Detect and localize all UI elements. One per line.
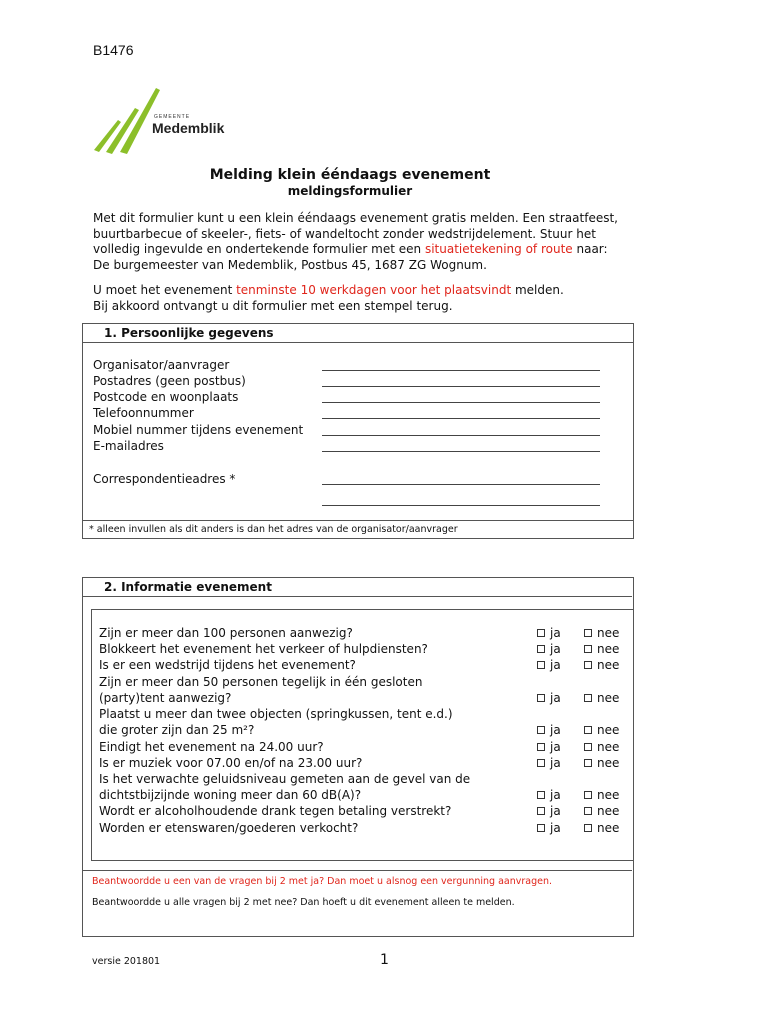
intro-line-4: De burgemeester van Medemblik, Postbus 45, 1687 ZG Wognum. [93,257,487,272]
field-label-correspondence: Correspondentieadres * [93,472,236,486]
checkbox-icon [537,791,545,799]
q6-no-checkbox[interactable] [584,740,619,754]
deadline-text: U moet het evenement [93,283,237,297]
q6-yes-checkbox[interactable] [537,740,561,754]
no-label: nee [597,788,620,802]
question-line-3: Is er een wedstrijd tijdens het evenement? [99,658,356,672]
checkbox-icon [537,629,545,637]
deadline-line [93,283,653,299]
q5-yes-checkbox[interactable] [537,723,561,737]
yes-label: ja [550,658,561,672]
intro-paragraph [93,211,653,273]
section2-heading: 2. Informatie evenement [104,580,272,594]
field-input-phone[interactable] [322,418,600,419]
q3-yes-checkbox[interactable] [537,658,561,672]
q1-yes-checkbox[interactable] [537,626,561,640]
field-input-postal-address[interactable] [322,386,600,387]
yes-label: ja [550,804,561,818]
yes-label: ja [550,788,561,802]
question-line-1: Zijn er meer dan 100 personen aanwezig? [99,626,353,640]
q1-no-checkbox[interactable] [584,626,619,640]
checkbox-icon [537,645,545,653]
checkbox-icon [584,661,592,669]
form-subtitle: meldingsformulier [287,184,413,198]
logo-name: Medemblik [152,120,225,136]
q7-yes-checkbox[interactable] [537,756,561,770]
questions-divider [82,870,632,871]
notification-only-note: Beantwoordde u alle vragen bij 2 met nee? Dan hoeft u dit evenement alleen te melden. [92,897,515,908]
field-input-organizer[interactable] [322,370,600,371]
intro-line-2: buurtbarbecue of skeeler-, fiets- of wandeltocht zonder wedstrijdelement. Stuur het [93,226,596,241]
field-label-postcode-city: Postcode en woonplaats [93,390,239,404]
section1-heading: 1. Persoonlijke gegevens [104,326,274,340]
deadline-highlight: tenminste 10 werkdagen voor het plaatsvindt [236,283,512,297]
question-line-7: die groter zijn dan 25 m²? [99,723,255,737]
question-line-12: Wordt er alcoholhoudende drank tegen betaling verstrekt? [99,804,452,818]
yes-label: ja [550,723,561,737]
section2-header [83,578,633,596]
checkbox-icon [537,694,545,702]
q8-yes-checkbox[interactable] [537,788,561,802]
checkbox-icon [584,629,592,637]
field-label-email: E-mailadres [93,439,164,453]
checkbox-icon [584,791,592,799]
q4-yes-checkbox[interactable] [537,691,561,705]
intro-line-1: Met dit formulier kunt u een klein ééndaags evenement gratis melden. Een straatfeest, [93,211,618,225]
checkbox-icon [537,807,545,815]
field-label-organizer: Organisator/aanvrager [93,358,230,372]
q5-no-checkbox[interactable] [584,723,619,737]
field-label-postal-address: Postadres (geen postbus) [93,374,246,388]
checkbox-icon [584,807,592,815]
q9-no-checkbox[interactable] [584,804,619,818]
no-label: nee [597,756,620,770]
intro-line-3 [93,242,653,258]
q2-yes-checkbox[interactable] [537,642,561,656]
intro-highlight-route: situatietekening of route [424,242,573,256]
question-line-4: Zijn er meer dan 50 personen tegelijk in één gesloten [99,675,423,689]
checkbox-icon [537,661,545,669]
form-title: Melding klein ééndaags evenement [209,167,491,183]
no-label: nee [597,821,620,835]
document-code: B1476 [93,42,134,58]
yes-label: ja [550,740,561,754]
checkbox-icon [537,743,545,751]
yes-label: ja [550,642,561,656]
q9-yes-checkbox[interactable] [537,804,561,818]
question-line-9: Is er muziek voor 07.00 en/of na 23.00 uur? [99,756,363,770]
intro-paragraph-2 [93,283,653,314]
correspondence-footnote: * alleen invullen als dit anders is dan het adres van de organisator/aanvrager [89,524,458,535]
q10-yes-checkbox[interactable] [537,821,561,835]
section1-footer [83,520,633,535]
q2-no-checkbox[interactable] [584,642,619,656]
logo-small-text: GEMEENTE [154,114,191,120]
no-label: nee [597,740,620,754]
yes-label: ja [550,821,561,835]
section2-header-divider [82,596,632,597]
q4-no-checkbox[interactable] [584,691,619,705]
medemblik-logo [90,84,240,156]
q7-no-checkbox[interactable] [584,756,619,770]
intro-line-3-text: volledig ingevulde en ondertekende formulier met een [93,242,425,256]
question-line-2: Blokkeert het evenement het verkeer of hulpdiensten? [99,642,428,656]
checkbox-icon [584,759,592,767]
approval-line: Bij akkoord ontvangt u dit formulier met een stempel terug. [93,298,453,313]
question-line-10: Is het verwachte geluidsniveau gemeten aan de gevel van de [99,772,471,786]
q8-no-checkbox[interactable] [584,788,619,802]
checkbox-icon [584,824,592,832]
page-number: 1 [380,952,389,968]
no-label: nee [597,804,620,818]
field-input-correspondence-1[interactable] [322,484,600,485]
field-label-phone: Telefoonnummer [93,406,194,420]
question-line-8: Eindigt het evenement na 24.00 uur? [99,740,324,754]
no-label: nee [597,691,620,705]
checkbox-icon [537,759,545,767]
intro-line-3-end: naar: [572,242,608,256]
yes-label: ja [550,691,561,705]
checkbox-icon [584,645,592,653]
field-input-correspondence-2[interactable] [322,505,600,506]
field-input-mobile[interactable] [322,435,600,436]
q10-no-checkbox[interactable] [584,821,619,835]
no-label: nee [597,626,620,640]
section1-header [83,324,633,343]
yes-label: ja [550,756,561,770]
field-label-mobile: Mobiel nummer tijdens evenement [93,423,304,437]
field-input-email[interactable] [322,451,600,452]
deadline-end: melden. [511,283,564,297]
checkbox-icon [537,824,545,832]
version-label: versie 201801 [92,956,161,967]
question-line-5: (party)tent aanwezig? [99,691,232,705]
field-input-postcode-city[interactable] [322,402,600,403]
permit-required-note: Beantwoordde u een van de vragen bij 2 met ja? Dan moet u alsnog een vergunning aanvragen. [92,876,552,887]
yes-label: ja [550,626,561,640]
q3-no-checkbox[interactable] [584,658,619,672]
no-label: nee [597,642,620,656]
checkbox-icon [584,694,592,702]
question-line-11: dichtstbijzijnde woning meer dan 60 dB(A)? [99,788,362,802]
checkbox-icon [584,726,592,734]
checkbox-icon [584,743,592,751]
question-line-6: Plaatst u meer dan twee objecten (springkussen, tent e.d.) [99,707,453,721]
no-label: nee [597,658,620,672]
checkbox-icon [537,726,545,734]
no-label: nee [597,723,620,737]
question-line-13: Worden er etenswaren/goederen verkocht? [99,821,359,835]
